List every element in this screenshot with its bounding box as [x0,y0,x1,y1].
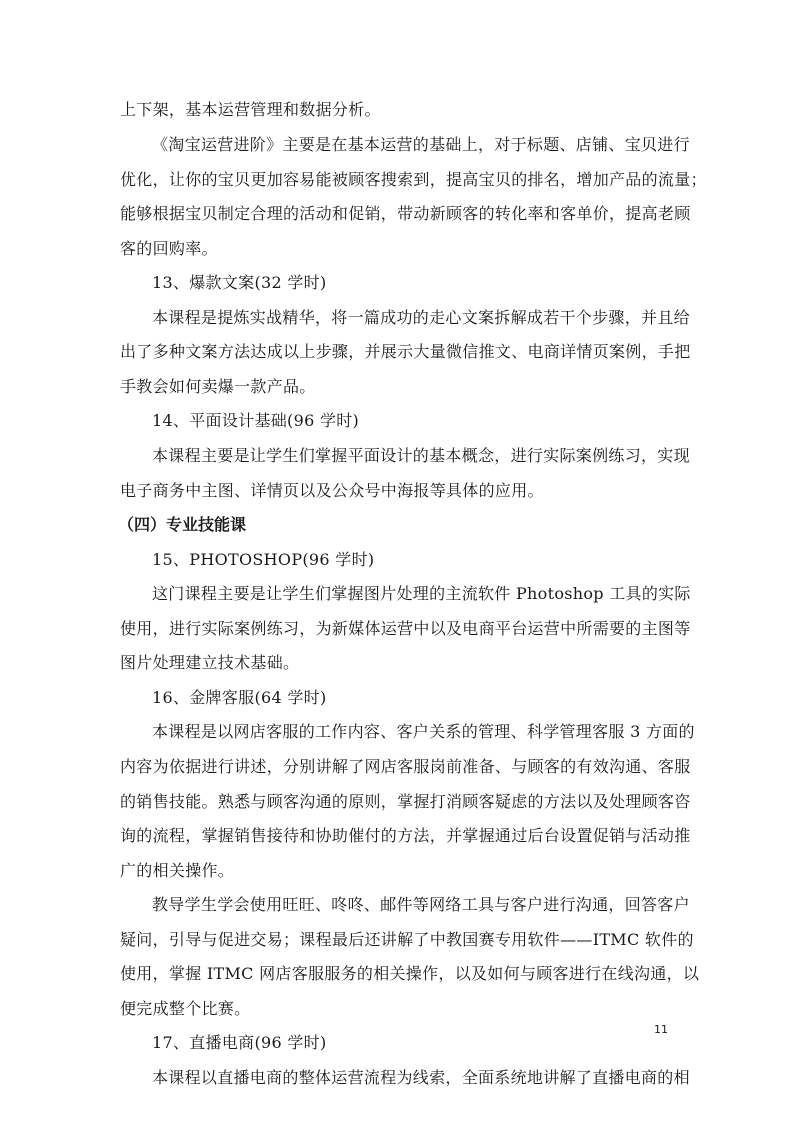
body-text-line: 图片处理建立技术基础。 [120,653,300,672]
body-text-line: 本课程是以网店客服的工作内容、客户关系的管理、科学管理客服 3 方面的 [152,722,695,741]
body-text-line: 上下架，基本运营管理和数据分析。 [120,100,381,119]
body-text-line: 《淘宝运营进阶》主要是在基本运营的基础上，对于标题、店铺、宝贝进行 [152,135,690,154]
body-text-line: 使用，掌握 ITMC 网店客服服务的相关操作，以及如何与顾客进行在线沟通，以 [120,964,700,983]
body-text-line: 客的回购率。 [120,239,218,258]
body-text-line: 内容为依据进行讲述，分别讲解了网店客服岗前准备、与顾客的有效沟通、客服 [120,757,691,776]
body-text-line: 优化，让你的宝贝更加容易能被顾客搜索到，提高宝贝的排名，增加产品的流量； [120,170,707,189]
body-text-line: 疑问，引导与促进交易；课程最后还讲解了中教国赛专用软件——ITMC 软件的 [120,930,694,949]
body-text-line: 教导学生学会使用旺旺、咚咚、邮件等网络工具与客户进行沟通，回答客户 [152,895,690,914]
body-text-line: 便完成整个比赛。 [120,999,251,1018]
course-title: 16、金牌客服(64 学时) [152,688,327,707]
body-text-line: 本课程以直播电商的整体运营流程为线索，全面系统地讲解了直播电商的相 [152,1068,690,1087]
section-heading: （四）专业技能课 [118,515,247,534]
body-text-line: 本课程主要是让学生们掌握平面设计的基本概念，进行实际案例练习，实现 [152,446,690,465]
course-title: 14、平面设计基础(96 学时) [152,411,360,430]
body-text-line: 询的流程，掌握销售接待和协助催付的方法，并掌握通过后台设置促销与活动推 [120,826,691,845]
body-text-line: 本课程是提炼实战精华，将一篇成功的走心文案拆解成若干个步骤，并且给 [152,308,690,327]
body-text-line: 能够根据宝贝制定合理的活动和促销，带动新顾客的转化率和客单价，提高老顾 [120,204,691,223]
body-text-line: 的销售技能。熟悉与顾客沟通的原则，掌握打消顾客疑虑的方法以及处理顾客咨 [120,792,691,811]
body-text-line: 这门课程主要是让学生们掌握图片处理的主流软件 Photoshop 工具的实际 [152,584,691,603]
body-text-line: 手教会如何卖爆一款产品。 [120,377,316,396]
page-number: 11 [654,1023,668,1036]
body-text-line: 使用，进行实际案例练习，为新媒体运营中以及电商平台运营中所需要的主图等 [120,619,691,638]
course-title: 17、直播电商(96 学时) [152,1033,327,1052]
course-title: 13、爆款文案(32 学时) [152,273,327,292]
body-text-line: 电子商务中主图、详情页以及公众号中海报等具体的应用。 [120,481,544,500]
body-text-line: 出了多种文案方法达成以上步骤，并展示大量微信推文、电商详情页案例，手把 [120,342,691,361]
body-text-line: 广的相关操作。 [120,861,235,880]
course-title: 15、PHOTOSHOP(96 学时) [152,550,375,569]
